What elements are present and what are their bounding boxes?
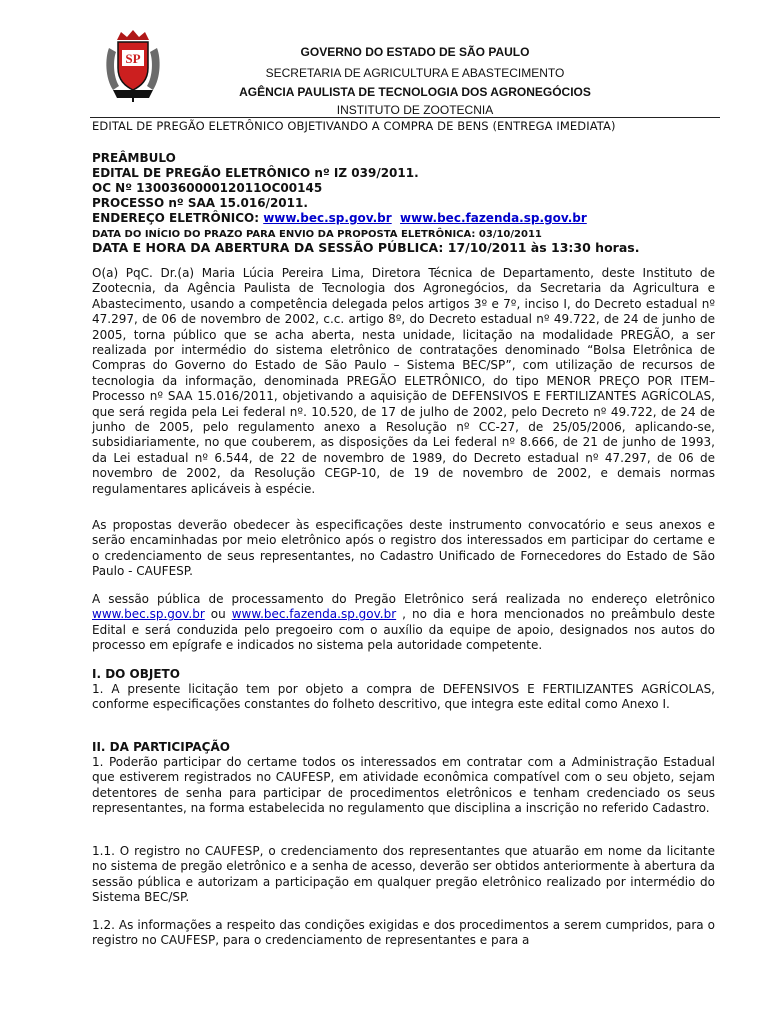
header-divider [90, 117, 720, 118]
bec-fazenda-link[interactable]: www.bec.fazenda.sp.gov.br [400, 211, 587, 225]
endereco-label: ENDEREÇO ELETRÔNICO: [92, 211, 260, 225]
section-participacao-item-1-2: 1.2. As informações a respeito das condições exigidas e dos procedimentos a serem cumpridos, para o registro no CAUFESP, para o credenciamento de representantes e para a [92, 918, 715, 948]
section-objeto-item-1: 1. A presente licitação tem por objeto a compra de DEFENSIVOS E FERTILIZANTES AGRÍCOLAS, conforme especificações constantes do folheto descritivo, que integra este edital como Anexo I. [92, 682, 715, 712]
header-instituto: INSTITUTO DE ZOOTECNIA [336, 103, 494, 117]
data-prazo: DATA DO INÍCIO DO PRAZO PARA ENVIO DA PROPOSTA ELETRÔNICA: 03/10/2011 [92, 229, 542, 240]
section-objeto-title: I. DO OBJETO [92, 667, 180, 681]
sessao-bec-fazenda-link[interactable]: www.bec.fazenda.sp.gov.br [231, 607, 397, 622]
section-participacao-item-1: 1. Poderão participar do certame todos os interessados em contratar com a Administração Estadual que estiverem registrados no CAUFESP, em atividade econômica compatível com o seu objeto, sejam detentores de senha para participar de procedimentos eletrônicos e tenham credenciado os seus representantes, na forma estabelecida no regulamento que disciplina a inscrição no referido Cadastro. [92, 755, 715, 816]
data-abertura: DATA E HORA DA ABERTURA DA SESSÃO PÚBLICA: 17/10/2011 às 13:30 horas. [92, 240, 640, 255]
sessao-bec-link[interactable]: www.bec.sp.gov.br [92, 607, 205, 622]
paragraph-intro: O(a) PqC. Dr.(a) Maria Lúcia Pereira Lima, Diretora Técnica de Departamento, deste Instituto de Zootecnia, da Agência Paulista de Tecnologia dos Agronegócios, da Secretaria da Agricultura e Abastecimento, usando a competência delegada pelos artigos 3º e 7º, inciso I, do Decreto estadual nº 47.297, de 06 de novembro de 2002, c.c. artigo 8º, do Decreto estadual nº 49.722, de 24 de junho de 2005, torna público que se acha aberta, nesta unidade, licitação na modalidade PREGÃO, a ser realizada por intermédio do sistema eletrônico de contratações denominado “Bolsa Eletrônica de Compras do Governo do Estado de São Paulo – Sistema BEC/SP”, com utilização de recursos de tecnologia da informação, denominada PREGÃO ELETRÔNICO, do tipo MENOR PREÇO POR ITEM– Processo nº SAA 15.016/2011, objetivando a aquisição de DEFENSIVOS E FERTILIZANTES AGRÍCOLAS, que será regida pela Lei federal nº. 10.520, de 17 de julho de 2002, pelo Decreto nº 49.722, de 24 de junho de 2005, pelo regulamento anexo a Resolução nº CC-27, de 25/05/2006, aplicando-se, subsidiariamente, no que couberem, as disposições da Lei federal nº 8.666, de 21 de junho de 1993, da Lei estadual nº 6.544, de 22 de novembro de 1989, do Decreto estadual nº 47.297, de 06 de novembro de 2002, da Resolução CEGP-10, de 19 de novembro de 2002, e demais normas regulamentares aplicáveis à espécie. [92, 266, 715, 496]
section-participacao-title: II. DA PARTICIPAÇÃO [92, 740, 230, 754]
paragraph-sessao [92, 592, 715, 654]
paragraph-propostas: As propostas deverão obedecer às especificações deste instrumento convocatório e seus anexos e serão encaminhadas por meio eletrônico após o registro dos interessados em participar do certame e o credenciamento de seus representantes, no Cadastro Unificado de Fornecedores do Estado de São Paulo - CAUFESP. [92, 518, 715, 579]
section-participacao-item-1-1: 1.1. O registro no CAUFESP, o credenciamento dos representantes que atuarão em nome da licitante no sistema de pregão eletrônico e a senha de acesso, deverão ser obtidos anteriormente à abertura da sessão pública e autorizam a participação em qualquer pregão eletrônico realizado por intermédio do Sistema BEC/SP. [92, 844, 715, 905]
header-government: GOVERNO DO ESTADO DE SÃO PAULO [300, 45, 530, 59]
sessao-ou: ou [210, 607, 226, 622]
processo-number: PROCESSO nº SAA 15.016/2011. [92, 196, 308, 210]
edital-title: EDITAL DE PREGÃO ELETRÔNICO OBJETIVANDO A COMPRA DE BENS (ENTREGA IMEDIATA) [92, 119, 616, 133]
svg-text:SP: SP [125, 51, 141, 66]
sessao-text-a: A sessão pública de processamento do Pregão Eletrônico será realizada no endereço eletrônico [92, 592, 715, 606]
oc-number: OC Nº 130036000012011OC00145 [92, 181, 323, 195]
endereco-eletronico [92, 211, 587, 226]
preambulo-title: PREÂMBULO [92, 151, 176, 165]
header-agencia: AGÊNCIA PAULISTA DE TECNOLOGIA DOS AGRONEGÓCIOS [239, 85, 591, 99]
header-secretaria: SECRETARIA DE AGRICULTURA E ABASTECIMENTO [265, 66, 565, 80]
edital-number: EDITAL DE PREGÃO ELETRÔNICO nº IZ 039/2011. [92, 166, 419, 180]
bec-link[interactable]: www.bec.sp.gov.br [263, 211, 392, 225]
sessao-text-b: , no dia e hora mencionados no preâmbulo deste Edital e será conduzida pelo pregoeiro com o auxílio da equipe de apoio, designados nos autos do processo em epígrafe e indicados no sistema pela autoridade competente. [92, 607, 715, 653]
